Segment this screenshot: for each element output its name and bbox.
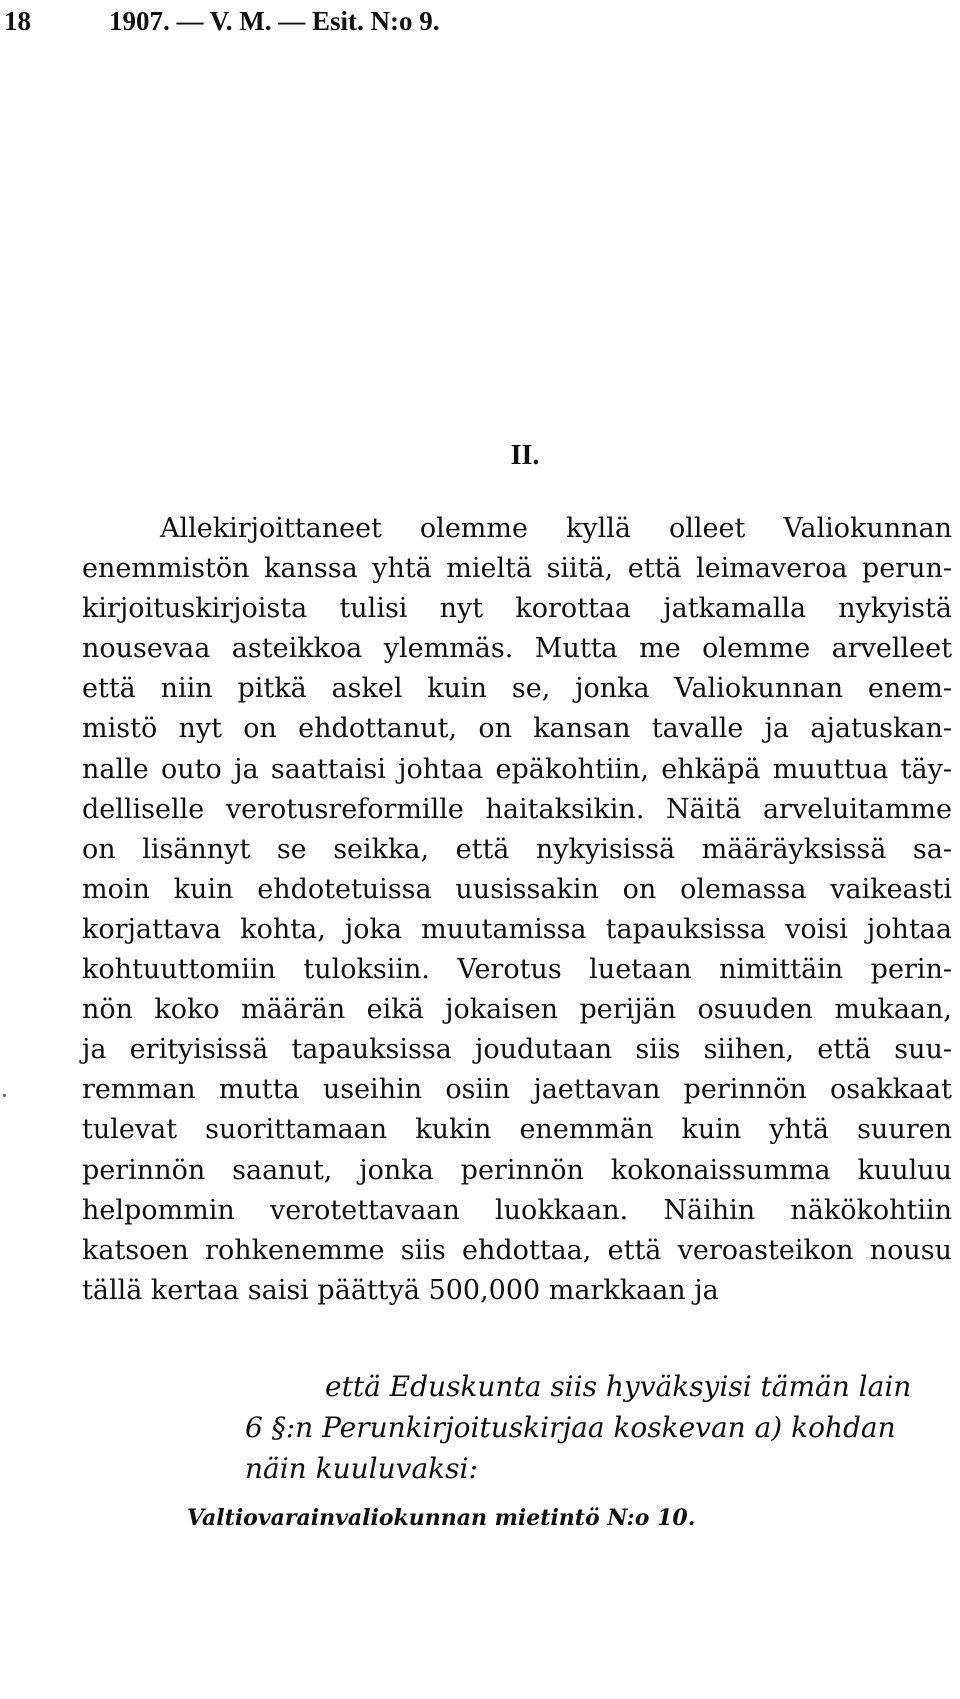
paragraph-line: nousevaa asteikkoa ylemmäs. Mutta me olemme arvelleet (82, 633, 952, 665)
paragraph-line: mistö nyt on ehdottanut, on kansan tavalle ja ajatuskan- (82, 713, 952, 745)
page-header (4, 6, 724, 46)
paragraph-line: nalle outo ja saattaisi johtaa epäkohtiin, ehkäpä muuttua täy- (82, 753, 952, 785)
committee-report-footer: Valtiovarainvaliokunnan mietintö N:o 10. (187, 1505, 696, 1531)
resolution-line: että Eduskunta siis hyväksyisi tämän lain (325, 1370, 912, 1403)
resolution-block (245, 1366, 955, 1489)
paragraph-line: kohtuuttomiin tuloksiin. Verotus luetaan nimittäin perin- (82, 954, 952, 986)
paragraph-line: helpommin verotettavaan luokkaan. Näihin näkökohtiin (82, 1194, 952, 1226)
margin-speck (3, 1094, 6, 1097)
paragraph-line: Allekirjoittaneet olemme kyllä olleet Valiokunnan (160, 513, 952, 544)
document-reference: 1907. — V. M. — Esit. N:o 9. (109, 6, 440, 36)
paragraph-line: kirjoituskirjoista tulisi nyt korottaa jatkamalla nykyistä (82, 593, 952, 625)
paragraph-line: korjattava kohta, joka muutamissa tapauksissa voisi johtaa (82, 913, 952, 945)
paragraph-line: on lisännyt se seikka, että nykyisissä määräyksissä sa- (82, 833, 952, 865)
paragraph-line: katsoen rohkenemme siis ehdottaa, että veroasteikon nousu (82, 1234, 952, 1266)
paragraph-line: enemmistön kanssa yhtä mieltä siitä, että leimaveroa perun- (82, 553, 952, 585)
paragraph-line: remman mutta useihin osiin jaettavan perinnön osakkaat (82, 1074, 952, 1106)
paragraph-line: tällä kertaa saisi päättyä 500,000 markkaan ja (82, 1274, 719, 1306)
resolution-line: näin kuuluvaksi: (245, 1452, 478, 1485)
paragraph-line: delliselle verotusreformille haitaksikin. Näitä arveluitamme (82, 793, 952, 825)
page-number: 18 (4, 6, 31, 36)
paragraph-line: perinnön saanut, jonka perinnön kokonaissumma kuuluu (82, 1154, 952, 1186)
paragraph-line: ja erityisissä tapauksissa joudutaan siis siihen, että suu- (82, 1034, 952, 1066)
paragraph-line: nön koko määrän eikä jokaisen perijän osuuden mukaan, (82, 994, 952, 1026)
paragraph-line: että niin pitkä askel kuin se, jonka Valiokunnan enem- (82, 673, 952, 705)
section-title: II. (510, 440, 540, 471)
paragraph-line: tulevat suorittamaan kukin enemmän kuin yhtä suuren (82, 1114, 952, 1146)
body-paragraph (82, 509, 952, 1311)
paragraph-line: moin kuin ehdotetuissa uusissakin on olemassa vaikeasti (82, 873, 952, 905)
resolution-line: 6 §:n Perunkirjoituskirjaa koskevan a) kohdan (245, 1411, 896, 1444)
